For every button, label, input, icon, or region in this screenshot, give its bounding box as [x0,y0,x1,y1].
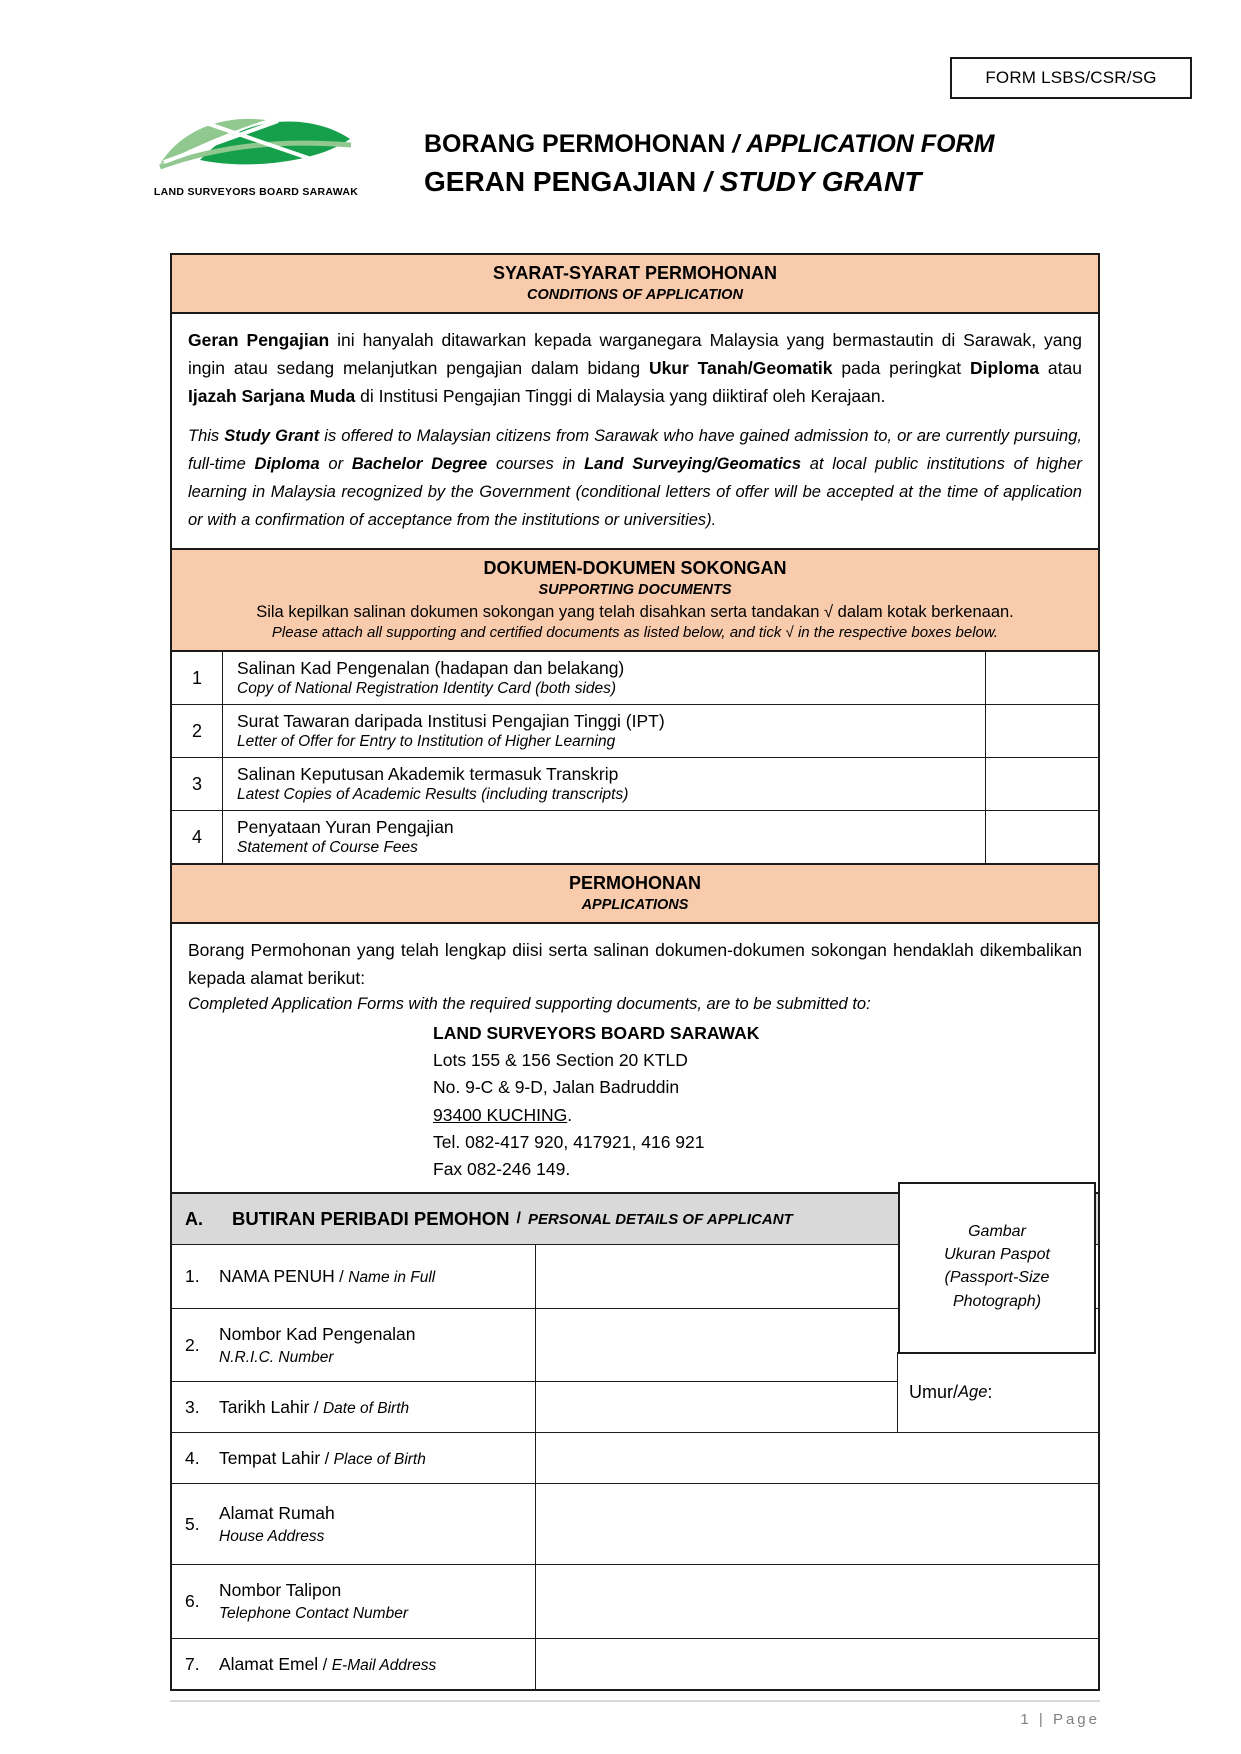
text-segment: Ijazah Sarjana Muda [188,386,356,406]
document-title-my: Penyataan Yuran Pengajian [237,816,454,837]
input-telephone-number[interactable] [536,1565,1098,1638]
document-number: 4 [172,811,223,863]
applications-text-en: Completed Application Forms with the required supporting documents, are to be submitted to: [188,995,871,1014]
field-text [219,1448,527,1469]
tick-box-3[interactable] [985,758,1098,810]
address-org-name: LAND SURVEYORS BOARD SARAWAK [433,1023,760,1044]
applications-heading-my: PERMOHONAN [568,873,701,894]
row-telephone-number [172,1565,1098,1639]
title-line1-separator: / [732,130,740,158]
field-label-en: Telephone Contact Number [219,1605,408,1622]
documents-header-band [172,548,1098,650]
document-description [223,811,985,863]
age-label-separator: / [953,1381,959,1402]
field-label-my: Tarikh Lahir [219,1396,310,1417]
applications-text-my: Borang Permohonan yang telah lengkap diisi serta salinan dokumen-dokumen sokongan hendaklah dikembalikan kepada alamat berikut: [188,940,1082,989]
document-title-en: Letter of Offer for Entry to Institution of Higher Learning [237,732,616,750]
tick-box-4[interactable] [985,811,1098,863]
brand-block [146,110,366,198]
conditions-body [172,312,1098,548]
field-text [219,1397,527,1418]
text-segment: at local public institutions of higher learning in Malaysia recognized by the Government (conditional letters of offer will be accepted at the time of application or with a confirmation of acceptance from the institutions or universities). [188,455,1083,530]
submission-address [433,1020,1082,1183]
text-segment: pada peringkat [832,358,971,378]
text-segment: This [188,427,225,445]
photo-note-line: (Passport-Size [944,1269,1050,1287]
document-title-en: Latest Copies of Academic Results (including transcripts) [237,785,629,803]
applications-heading-en: APPLICATIONS [581,897,689,914]
field-label-my: Nombor Talipon [219,1580,342,1600]
document-description [223,705,985,757]
document-number: 1 [172,652,223,704]
row-place-of-birth [172,1433,1098,1484]
field-label-separator: / [313,1398,319,1417]
address-telephone: Tel. 082-417 920, 417921, 416 921 [433,1131,705,1152]
photo-note-line: Gambar [968,1223,1026,1240]
photo-box [898,1182,1096,1354]
input-place-of-birth[interactable] [536,1433,1098,1483]
field-label-separator: / [339,1268,344,1286]
text-segment: Bachelor Degree [351,455,488,474]
document-row-2 [172,704,1098,757]
field-text [219,1266,527,1287]
field-label-my: Nombor Kad Pengenalan [219,1323,416,1344]
text-segment: Diploma [970,358,1040,378]
conditions-heading-en: CONDITIONS OF APPLICATION [527,287,743,303]
text-segment: Diploma [254,455,320,474]
documents-heading-en: SUPPORTING DOCUMENTS [538,582,732,599]
photo-box-note [900,1220,1094,1313]
field-text [219,1580,527,1623]
photo-note-line: Ukuran Paspot [944,1246,1050,1264]
text-segment: or [319,455,352,474]
document-title-my: Salinan Keputusan Akademik termasuk Transkrip [237,763,619,784]
form-code-label: FORM LSBS/CSR/SG [985,68,1157,87]
field-label [172,1245,536,1308]
age-label-en: Age [958,1382,988,1401]
title-line1-en: APPLICATION FORM [746,130,995,158]
row-email-address [172,1639,1098,1689]
tick-box-2[interactable] [985,705,1098,757]
field-label [172,1484,536,1564]
field-number: 7. [185,1653,200,1674]
field-number: 4. [185,1447,200,1468]
document-title-my: Salinan Kad Pengenalan (hadapan dan belakang) [237,657,625,678]
document-title-en: Copy of National Registration Identity Card (both sides) [237,679,617,697]
address-city-line [433,1102,1082,1129]
page-number: 1 | Page [1020,1711,1100,1728]
document-description [223,652,985,704]
conditions-header-band [172,255,1098,312]
field-number: 6. [185,1591,200,1611]
photo-note-line: Photograph) [952,1292,1042,1310]
text-segment: Ukur Tanah/Geomatik [648,358,833,378]
section-a-letter: A. [185,1208,203,1229]
field-number: 2. [185,1334,200,1355]
field-label [172,1433,536,1483]
documents-note-my: Sila kepilkan salinan dokumen sokongan yang telah disahkan serta tandakan √ dalam kotak berkenaan. [256,603,1014,622]
field-label [172,1565,536,1638]
field-label-en: E-Mail Address [331,1656,437,1674]
age-field[interactable] [897,1352,1098,1432]
field-text [219,1654,527,1675]
section-a-title-en: PERSONAL DETAILS OF APPLICANT [527,1210,793,1228]
title-line1 [424,130,994,159]
page-footer [170,1700,1100,1728]
address-line-1: Lots 155 & 156 Section 20 KTLD [433,1050,688,1071]
title-line2-my: GERAN PENGAJIAN [424,166,697,197]
document-number: 2 [172,705,223,757]
input-house-address[interactable] [536,1484,1098,1564]
document-description [223,758,985,810]
field-label-my: NAMA PENUH [219,1266,335,1286]
tick-box-1[interactable] [985,652,1098,704]
row-house-address [172,1484,1098,1565]
text-segment: di Institusi Pengajian Tinggi di Malaysia yang diiktiraf oleh Kerajaan. [355,386,886,406]
field-label-my: Tempat Lahir [219,1447,321,1468]
document-row-4 [172,810,1098,863]
text-segment: Geran Pengajian [188,330,330,350]
document-number: 3 [172,758,223,810]
field-text [219,1503,527,1546]
title-line2-separator: / [704,166,712,197]
field-number: 1. [185,1266,200,1286]
address-city-suffix: . [567,1104,573,1125]
document-title-en: Statement of Course Fees [237,838,418,856]
input-email-address[interactable] [536,1639,1098,1689]
document-title-my: Surat Tawaran daripada Institusi Pengajian Tinggi (IPT) [237,710,665,731]
age-label-my: Umur [909,1381,953,1402]
title-line2-en: STUDY GRANT [719,166,922,197]
age-label-colon: : [987,1381,993,1402]
field-label [172,1309,536,1381]
address-line-2: No. 9-C & 9-D, Jalan Badruddin [433,1077,680,1098]
text-segment: courses in [487,455,585,474]
document-row-3 [172,757,1098,810]
lsbs-logo-icon [154,110,358,184]
applications-body [172,922,1098,1195]
section-a-title-separator: / [516,1210,521,1227]
applications-header-band [172,863,1098,922]
field-label-en: Name in Full [348,1269,436,1286]
text-segment: ini hanyalah ditawarkan kepada warganegara Malaysia yang bermastautin di Sarawak, yang ingin atau sedang melanjutkan pengajian dalam bidang [188,330,1082,378]
documents-note-en: Please attach all supporting and certified documents as listed below, and tick √ in the respective boxes below. [271,624,999,642]
field-label-en: N.R.I.C. Number [219,1348,334,1366]
address-fax: Fax 082-246 149. [433,1158,571,1179]
document-row-1 [172,650,1098,704]
field-label-my: Alamat Rumah [219,1502,335,1523]
section-a-title-my: BUTIRAN PERIBADI PEMOHON [232,1208,510,1229]
field-label-en: Place of Birth [333,1450,426,1468]
section-a-table [170,1192,1100,1691]
field-label-my: Alamat Emel [219,1653,319,1674]
text-segment: atau [1039,358,1082,378]
field-label-separator: / [322,1655,328,1674]
conditions-heading-my: SYARAT-SYARAT PERMOHONAN [492,263,778,283]
title-line2 [424,166,994,198]
field-label-separator: / [324,1449,330,1468]
field-label-en: House Address [219,1527,325,1545]
text-segment: Land Surveying/Geomatics [584,455,802,474]
field-number: 5. [185,1513,200,1534]
documents-heading-my: DOKUMEN-DOKUMEN SOKONGAN [483,558,787,579]
conditions-paragraph-my [188,326,1082,410]
conditions-paragraph-en [188,422,1082,534]
field-text [219,1324,527,1367]
title-line1-my: BORANG PERMOHONAN [424,130,726,158]
text-segment: is offered to Malaysian citizens from Sarawak who have gained admission to, or are currently pursuing, full-time [188,427,1082,474]
text-segment: Study Grant [224,427,320,445]
field-number: 3. [185,1396,200,1417]
field-label [172,1382,536,1432]
field-label-en: Date of Birth [322,1399,410,1417]
footer-divider [170,1700,1100,1702]
logo-caption: LAND SURVEYORS BOARD SARAWAK [153,186,359,198]
form-title-block [424,130,994,198]
form-code-box [950,57,1192,99]
field-label [172,1639,536,1689]
info-tables [170,253,1100,1197]
address-city: 93400 KUCHING [433,1104,568,1125]
